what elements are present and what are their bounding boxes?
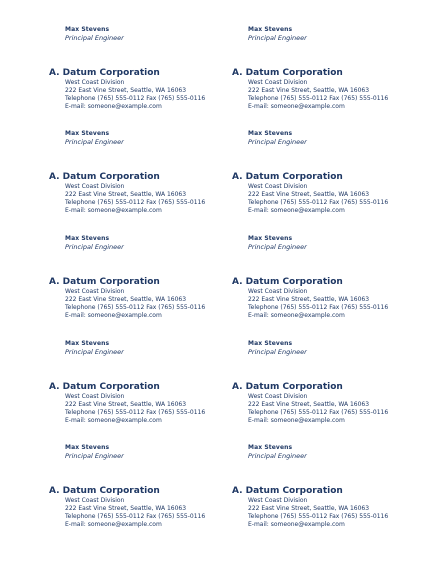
address: 222 East Vine Street, Seattle, WA 16063 [248,296,370,303]
phone-fax: Telephone (765) 555-0112 Fax (765) 555-0116 [248,95,389,102]
division: West Coast Division [248,393,308,400]
phone-fax: Telephone (765) 555-0112 Fax (765) 555-0116 [65,513,206,520]
person-name: Max Stevens [248,26,293,33]
phone-fax: Telephone (765) 555-0112 Fax (765) 555-0116 [65,95,206,102]
business-card [49,418,249,528]
person-title: Principal Engineer [248,138,307,146]
person-title: Principal Engineer [248,243,307,251]
division: West Coast Division [248,288,308,295]
phone-fax: Telephone (765) 555-0112 Fax (765) 555-0116 [65,409,206,416]
address: 222 East Vine Street, Seattle, WA 16063 [248,87,370,94]
phone-fax: Telephone (765) 555-0112 Fax (765) 555-0116 [248,304,389,311]
business-card [232,104,432,214]
person-title: Principal Engineer [248,34,307,42]
person-title: Principal Engineer [248,452,307,460]
business-card [49,209,249,319]
address: 222 East Vine Street, Seattle, WA 16063 [65,505,187,512]
phone-fax: Telephone (765) 555-0112 Fax (765) 555-0116 [248,199,389,206]
address: 222 East Vine Street, Seattle, WA 16063 [248,505,370,512]
division: West Coast Division [65,497,125,504]
company-name: A. Datum Corporation [49,486,160,496]
person-name: Max Stevens [248,444,293,451]
division: West Coast Division [248,183,308,190]
person-block [248,129,307,147]
person-name: Max Stevens [248,130,293,137]
company-block [49,486,205,529]
business-card [232,0,432,110]
company-name: A. Datum Corporation [49,172,160,182]
division: West Coast Division [65,393,125,400]
phone-fax: Telephone (765) 555-0112 Fax (765) 555-0116 [248,513,389,520]
person-name: Max Stevens [65,444,110,451]
business-card [232,209,432,319]
business-card [49,0,249,110]
person-title: Principal Engineer [248,348,307,356]
address: 222 East Vine Street, Seattle, WA 16063 [65,401,187,408]
contact-details [248,497,388,529]
address: 222 East Vine Street, Seattle, WA 16063 [248,401,370,408]
person-name: Max Stevens [248,235,293,242]
address: 222 East Vine Street, Seattle, WA 16063 [65,296,187,303]
person-title: Principal Engineer [65,138,124,146]
email: E-mail: someone@example.com [65,103,162,110]
person-block [65,443,124,461]
division: West Coast Division [65,79,125,86]
person-name: Max Stevens [65,340,110,347]
person-title: Principal Engineer [65,34,124,42]
division: West Coast Division [248,497,308,504]
person-block [248,25,307,43]
division: West Coast Division [248,79,308,86]
division: West Coast Division [65,288,125,295]
email: E-mail: someone@example.com [65,207,162,214]
address: 222 East Vine Street, Seattle, WA 16063 [65,87,187,94]
address: 222 East Vine Street, Seattle, WA 16063 [248,191,370,198]
division: West Coast Division [65,183,125,190]
company-name: A. Datum Corporation [49,382,160,392]
person-name: Max Stevens [248,340,293,347]
person-block [65,129,124,147]
company-block [232,486,388,529]
company-name: A. Datum Corporation [232,382,343,392]
email: E-mail: someone@example.com [65,417,162,424]
address: 222 East Vine Street, Seattle, WA 16063 [65,191,187,198]
email: E-mail: someone@example.com [248,417,345,424]
phone-fax: Telephone (765) 555-0112 Fax (765) 555-0116 [248,409,389,416]
email: E-mail: someone@example.com [248,103,345,110]
contact-details [65,497,205,529]
company-name: A. Datum Corporation [232,277,343,287]
person-block [65,25,124,43]
company-name: A. Datum Corporation [49,68,160,78]
phone-fax: Telephone (765) 555-0112 Fax (765) 555-0116 [65,199,206,206]
person-block [248,339,307,357]
person-block [248,234,307,252]
person-title: Principal Engineer [65,452,124,460]
company-name: A. Datum Corporation [232,172,343,182]
email: E-mail: someone@example.com [248,312,345,319]
person-name: Max Stevens [65,235,110,242]
person-block [248,443,307,461]
person-title: Principal Engineer [65,243,124,251]
phone-fax: Telephone (765) 555-0112 Fax (765) 555-0116 [65,304,206,311]
company-name: A. Datum Corporation [232,68,343,78]
person-name: Max Stevens [65,130,110,137]
business-card [49,314,249,424]
business-card [232,418,432,528]
email: E-mail: someone@example.com [65,521,162,528]
email: E-mail: someone@example.com [248,207,345,214]
business-card [232,314,432,424]
company-name: A. Datum Corporation [232,486,343,496]
email: E-mail: someone@example.com [65,312,162,319]
person-name: Max Stevens [65,26,110,33]
business-card [49,104,249,214]
person-block [65,339,124,357]
email: E-mail: someone@example.com [248,521,345,528]
person-title: Principal Engineer [65,348,124,356]
person-block [65,234,124,252]
company-name: A. Datum Corporation [49,277,160,287]
